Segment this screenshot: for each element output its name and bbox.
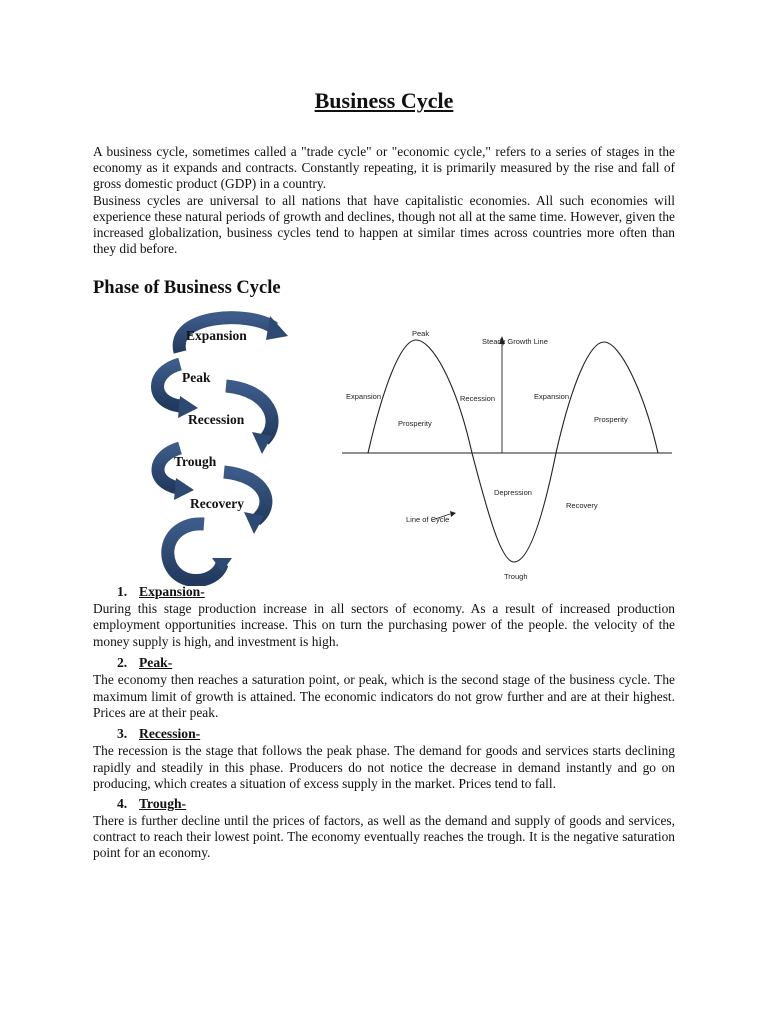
- phase-name: Expansion-: [139, 584, 205, 599]
- phase-description: The economy then reaches a saturation point, or peak, which is the second stage of the business cycle. The maximum limit of growth is attained. The economic indicators do not grow further and are at their highest. Prices are at their peak.: [93, 672, 675, 721]
- phase-number: 4.: [117, 795, 128, 811]
- label-expansion-left: Expansion: [346, 392, 382, 401]
- business-cycle-chart: [342, 322, 672, 586]
- phase-arrows-graphic: [140, 306, 290, 586]
- phase-number: 2.: [117, 655, 128, 671]
- phase-item: [93, 725, 675, 792]
- phase-heading: [93, 654, 675, 672]
- label-line-of-cycle: Line of Cycle: [406, 515, 450, 524]
- label-expansion-right: Expansion: [534, 392, 570, 401]
- label-depression: Depression: [494, 488, 532, 497]
- intro-paragraph: Business cycles are universal to all nations that have capitalistic economies. All such economies will experience these natural periods of growth and declines, though not all at the same time. However, given the increased globalization, business cycles tend to happen at similar times across countries more often than they did before.: [93, 192, 675, 257]
- label-recovery: Recovery: [566, 501, 598, 510]
- phase-list: [93, 583, 675, 862]
- intro-paragraph: A business cycle, sometimes called a "trade cycle" or "economic cycle," refers to a series of stages in the economy as it expands and contracts. Constantly repeating, it is primarily measured by the rise and fall of gross domestic product (GDP) in a country.: [93, 144, 675, 192]
- phase-description: There is further decline until the prices of factors, as well as the demand and supply of goods and services, contract to reach their lowest point. The economy eventually reaches the trough. It is the negative saturation point for an economy.: [93, 812, 675, 861]
- intro-section: [93, 144, 675, 257]
- document-title: Business Cycle: [314, 88, 454, 113]
- phase-arrows-diagram: [140, 306, 290, 586]
- curved-arrow: [158, 364, 181, 406]
- phase-description: During this stage production increase in all sectors of economy. As a result of increased production employment opportunities increase. This on turn the purchasing power of the people. the velocity of the money supply is high, and investment is high.: [93, 601, 675, 649]
- label-recession: Recession: [460, 394, 496, 403]
- pointer-arrowhead: [450, 511, 456, 517]
- phase-name: Recession-: [139, 726, 201, 742]
- phase-name: Trough-: [139, 795, 187, 811]
- arrow-label-recession: Recession: [188, 412, 245, 427]
- curved-arrow: [168, 524, 222, 581]
- phase-heading: [93, 583, 675, 601]
- arrow-label-trough: Trough: [174, 454, 217, 469]
- phase-description: The recession is the stage that follows the peak phase. The demand for goods and services starts declining rapidly and steadily in this phase. Producers do not notice the decrease in demand instantly and go on producing, which creates a situation of excess supply in the market. Prices tend to fall.: [93, 743, 675, 792]
- phase-number: 1.: [117, 584, 128, 599]
- label-steady-growth-line: Steady Growth Line: [482, 337, 548, 346]
- cycle-wave: [368, 340, 658, 562]
- arrow-label-recovery: Recovery: [190, 496, 244, 511]
- phase-item: [93, 795, 675, 862]
- phase-number: 3.: [117, 726, 128, 742]
- section-heading: Phase of Business Cycle: [93, 278, 281, 298]
- label-prosperity-right: Prosperity: [594, 415, 628, 424]
- phase-heading: [93, 725, 675, 743]
- phase-heading: [93, 795, 675, 813]
- label-prosperity-left: Prosperity: [398, 419, 432, 428]
- label-peak: Peak: [412, 329, 430, 338]
- arrow-label-peak: Peak: [182, 370, 211, 385]
- phase-name: Peak-: [139, 655, 173, 671]
- phase-item: [93, 583, 675, 650]
- label-trough: Trough: [504, 572, 528, 581]
- phase-item: [93, 654, 675, 721]
- arrow-label-expansion: Expansion: [186, 328, 247, 343]
